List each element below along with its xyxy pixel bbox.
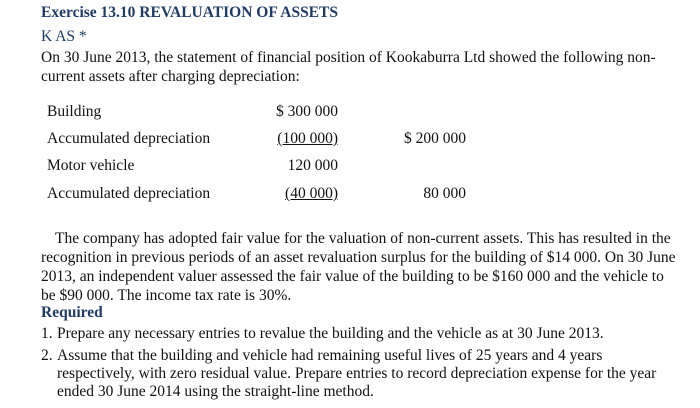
table-row-total: 80 000 — [423, 185, 466, 202]
table-row-label: Accumulated depreciation — [47, 130, 211, 147]
table-row-label: Accumulated depreciation — [47, 185, 211, 202]
table-row-amount: 120 000 — [287, 157, 338, 174]
table-row-label: Building — [47, 103, 102, 120]
table-row-label: Motor vehicle — [47, 157, 135, 174]
list-item-text: Assume that the building and vehicle had remaining useful lives of 25 years and 4 years respectively, with zero residual value. Prepare entries to record depreciation expense for the year ended 30 June 2014 using the straight-line method. — [57, 347, 657, 400]
body-paragraph: The company has adopted fair value for the valuation of non-current assets. This has resulted in the recognition in previous periods of an asset revaluation surplus for the building of $14 000. On 30 June 2013, an independent valuer assessed the fair value of the building to be $160 000 and the vehicle to be $90 000. The income tax rate is 30%. — [41, 230, 676, 304]
list-item-text: Prepare any necessary entries to revalue the building and the vehicle as at 30 June 2013. — [57, 325, 604, 342]
table-row-total: $ 200 000 — [404, 130, 466, 147]
table-row-amount: (40 000) — [285, 185, 338, 202]
exercise-title: Exercise 13.10 REVALUATION OF ASSETS — [41, 4, 338, 21]
exercise-subtitle: K AS * — [41, 28, 87, 45]
list-item — [41, 347, 681, 401]
required-list — [41, 325, 681, 405]
list-item-number: 1. — [41, 325, 53, 342]
table-row-amount: $ 300 000 — [276, 103, 338, 120]
required-heading: Required — [41, 304, 103, 321]
list-item-number: 2. — [41, 347, 53, 364]
list-item — [41, 325, 681, 343]
table-row-amount: (100 000) — [277, 130, 338, 147]
intro-paragraph: On 30 June 2013, the statement of financial position of Kookaburra Ltd showed the following non-current assets after charging depreciation: — [41, 49, 656, 85]
